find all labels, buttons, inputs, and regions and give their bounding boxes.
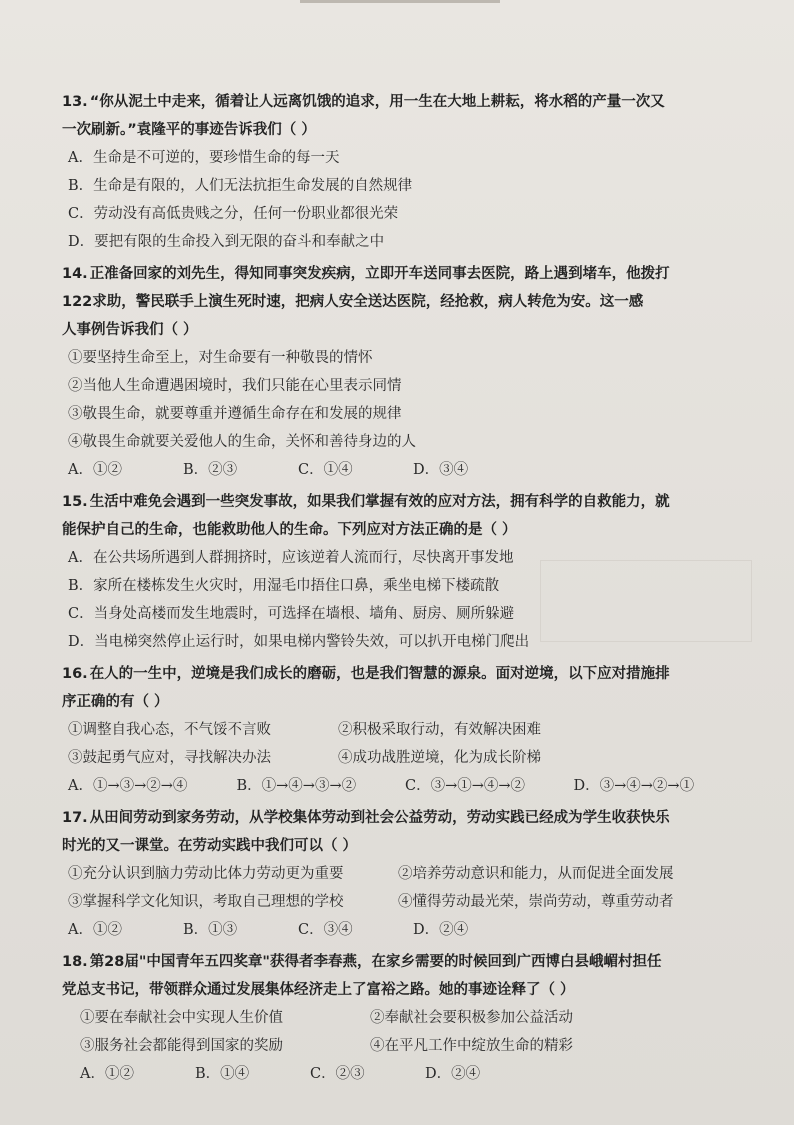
option-a: A．在公共场所遇到人群拥挤时，应该逆着人流而行，尽快离开事发地 xyxy=(68,550,514,566)
option-b: B．②③ xyxy=(183,462,238,478)
statement-2: ②培养劳动意识和能力，从而促进全面发展 xyxy=(398,866,674,882)
option-b: B．生命是有限的，人们无法抗拒生命发展的自然规律 xyxy=(68,178,413,194)
statement-4: ④成功战胜逆境，化为成长阶梯 xyxy=(338,750,541,766)
option-d: D．当电梯突然停止运行时，如果电梯内警铃失效，可以扒开电梯门爬出 xyxy=(68,634,530,650)
option-c: C．③④ xyxy=(298,922,353,938)
question-15 xyxy=(62,488,742,656)
stem-line: 能保护自己的生命，也能救助他人的生命。下列应对方法正确的是（ ） xyxy=(62,522,517,538)
statement-4: ④在平凡工作中绽放生命的精彩 xyxy=(370,1038,573,1054)
option-b: B．家所在楼栋发生火灾时，用湿毛巾捂住口鼻，乘坐电梯下楼疏散 xyxy=(68,578,500,594)
stem-line: 生活中难免会遇到一些突发事故，如果我们掌握有效的应对方法，拥有科学的自救能力，就 xyxy=(89,494,670,510)
stem-line: 从田间劳动到家务劳动，从学校集体劳动到社会公益劳动，劳动实践已经成为学生收获快乐 xyxy=(89,810,670,826)
statement-1: ①充分认识到脑力劳动比体力劳动更为重要 xyxy=(68,866,344,882)
question-stem xyxy=(62,948,742,976)
statement-1: ①要坚持生命至上，对生命要有一种敬畏的情怀 xyxy=(68,350,373,366)
answer-choices xyxy=(62,456,742,484)
option-a: A．①② xyxy=(68,462,122,478)
question-stem xyxy=(62,660,742,688)
stem-line: 时光的又一课堂。在劳动实践中我们可以（ ） xyxy=(62,838,358,854)
option-d: D．要把有限的生命投入到无限的奋斗和奉献之中 xyxy=(68,234,385,250)
option-d: D．②④ xyxy=(425,1066,481,1082)
stem-line: “你从泥土中走来，循着让人远离饥饿的追求，用一生在大地上耕耘，将水稻的产量一次又 xyxy=(89,94,665,110)
question-list xyxy=(62,88,742,1092)
question-13 xyxy=(62,88,742,256)
stem-line: 党总支书记，带领群众通过发展集体经济走上了富裕之路。她的事迹诠释了（ ） xyxy=(62,982,575,998)
option-a: A．①→③→②→④ xyxy=(68,778,188,794)
stem-line: 第28届"中国青年五四奖章"获得者李春燕，在家乡需要的时候回到广西博白县峨嵋村担任 xyxy=(89,954,662,970)
statement-grid xyxy=(62,716,742,772)
option-c: C．劳动没有高低贵贱之分，任何一份职业都很光荣 xyxy=(68,206,399,222)
stem-line: 122求助，警民联手上演生死时速，把病人安全送达医院，经抢救，病人转危为安。这一感 xyxy=(62,294,644,310)
stem-line: 序正确的有（ ） xyxy=(62,694,169,710)
stem-line: 人事例告诉我们（ ） xyxy=(62,322,198,338)
option-d: D．③→④→②→① xyxy=(573,778,695,794)
question-14 xyxy=(62,260,742,484)
statement-3: ③服务社会都能得到国家的奖励 xyxy=(80,1038,283,1054)
question-17 xyxy=(62,804,742,944)
question-stem xyxy=(62,260,742,288)
question-stem xyxy=(62,488,742,516)
option-c: C．②③ xyxy=(310,1066,365,1082)
statement-4: ④懂得劳动最光荣，崇尚劳动，尊重劳动者 xyxy=(398,894,674,910)
stem-line: 正准备回家的刘先生，得知同事突发疾病，立即开车送同事去医院，路上遇到堵车，他拨打 xyxy=(89,266,670,282)
statement-3: ③敬畏生命，就要尊重并遵循生命存在和发展的规律 xyxy=(68,406,402,422)
statement-2: ②积极采取行动，有效解决困难 xyxy=(338,722,541,738)
option-d: D．②④ xyxy=(413,922,469,938)
option-c: C．③→①→④→② xyxy=(405,778,526,794)
question-number: 14. xyxy=(62,266,88,282)
question-16 xyxy=(62,660,742,800)
answer-choices xyxy=(62,916,742,944)
statement-4: ④敬畏生命就要关爱他人的生命，关怀和善待身边的人 xyxy=(68,434,416,450)
answer-choices xyxy=(62,1060,742,1088)
option-c: C．①④ xyxy=(298,462,353,478)
stem-line: 在人的一生中，逆境是我们成长的磨砺，也是我们智慧的源泉。面对逆境，以下应对措施排 xyxy=(89,666,670,682)
question-number: 18. xyxy=(62,954,88,970)
statement-grid xyxy=(62,860,742,916)
answer-choices xyxy=(62,772,742,800)
option-b: B．①→④→③→② xyxy=(236,778,357,794)
statement-grid xyxy=(62,1004,742,1060)
option-a: A．生命是不可逆的，要珍惜生命的每一天 xyxy=(68,150,340,166)
statement-3: ③鼓起勇气应对，寻找解决办法 xyxy=(68,750,271,766)
question-stem xyxy=(62,804,742,832)
statement-2: ②当他人生命遭遇困境时，我们只能在心里表示同情 xyxy=(68,378,402,394)
page-edge-mark xyxy=(300,0,500,3)
option-b: B．①④ xyxy=(195,1066,250,1082)
question-18 xyxy=(62,948,742,1088)
question-number: 16. xyxy=(62,666,88,682)
question-number: 17. xyxy=(62,810,88,826)
statement-1: ①调整自我心态，不气馁不言败 xyxy=(68,722,271,738)
option-d: D．③④ xyxy=(413,462,469,478)
statement-1: ①要在奉献社会中实现人生价值 xyxy=(80,1010,283,1026)
option-c: C．当身处高楼而发生地震时，可选择在墙根、墙角、厨房、厕所躲避 xyxy=(68,606,515,622)
question-number: 15. xyxy=(62,494,88,510)
question-number: 13. xyxy=(62,94,88,110)
statement-3: ③掌握科学文化知识，考取自己理想的学校 xyxy=(68,894,344,910)
stem-line: 一次刷新。”袁隆平的事迹告诉我们（ ） xyxy=(62,122,316,138)
question-stem xyxy=(62,88,742,116)
statement-2: ②奉献社会要积极参加公益活动 xyxy=(370,1010,573,1026)
option-a: A．①② xyxy=(80,1066,134,1082)
option-b: B．①③ xyxy=(183,922,238,938)
option-a: A．①② xyxy=(68,922,122,938)
